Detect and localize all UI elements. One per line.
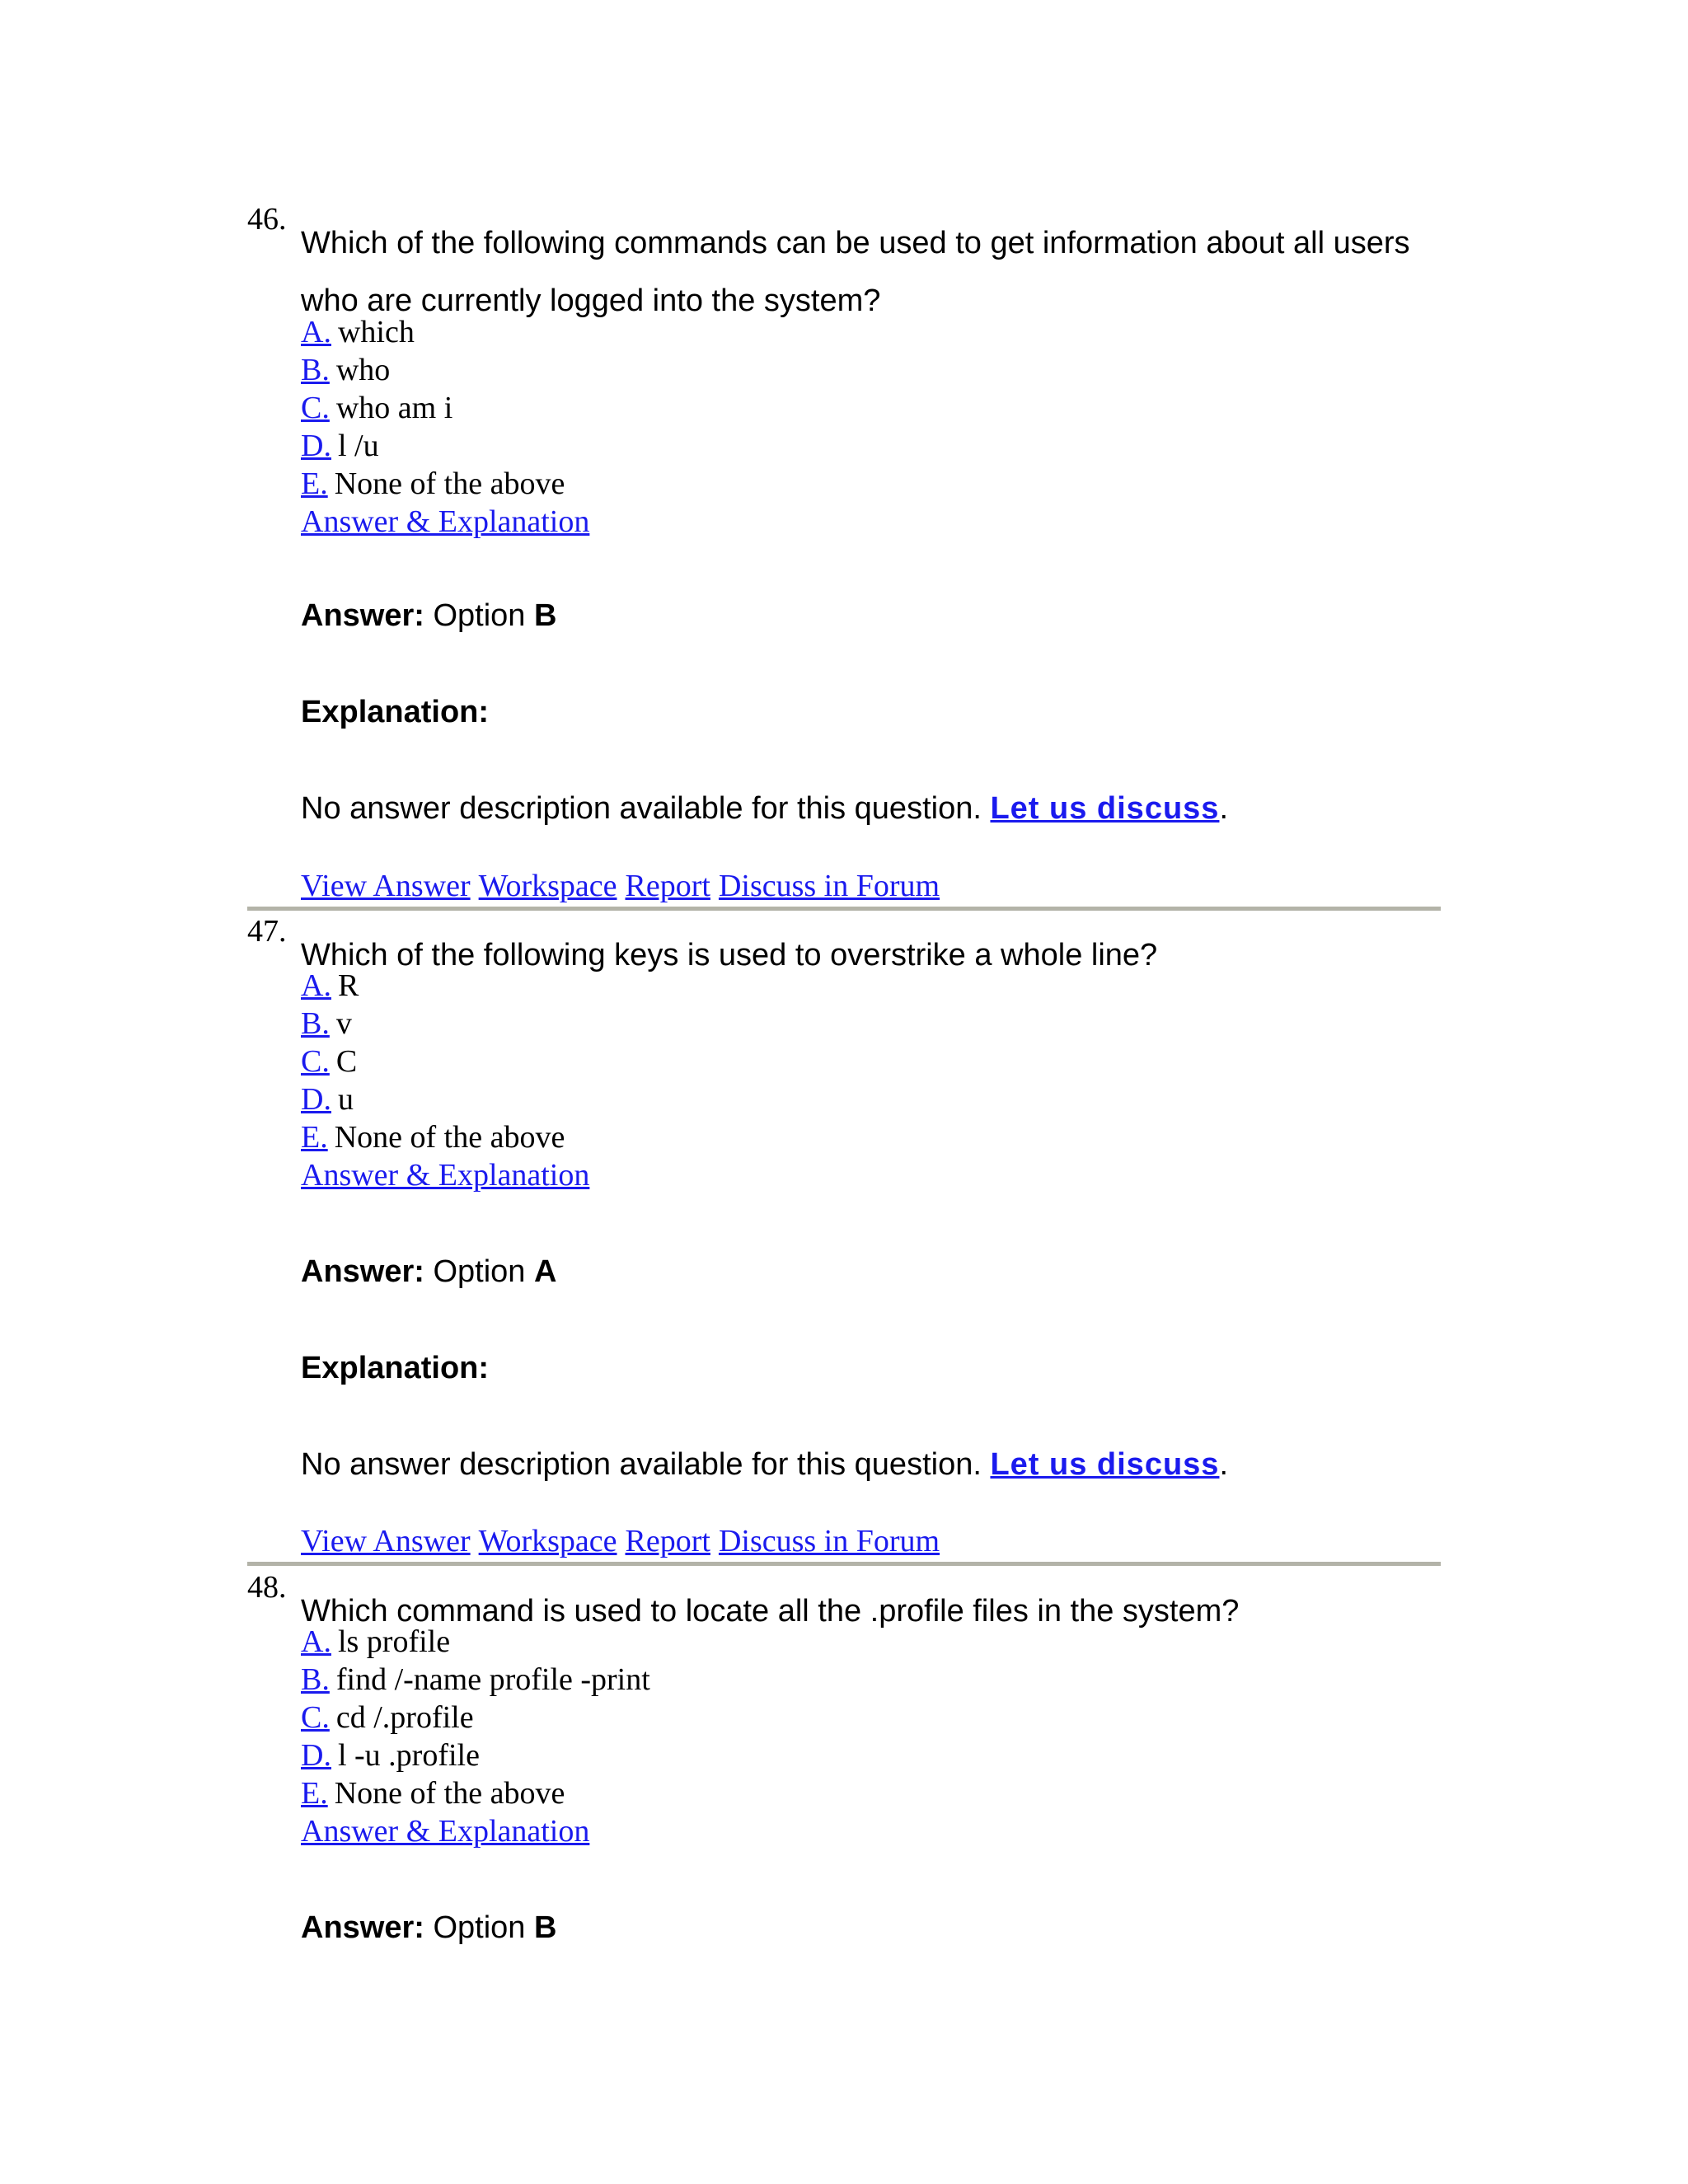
question-47: [247, 915, 1442, 1566]
option-e-link[interactable]: E.: [301, 1120, 328, 1155]
option-word: Option: [433, 1910, 526, 1945]
option-d-link[interactable]: D.: [301, 429, 331, 463]
question-46: [247, 203, 1442, 912]
let-us-discuss-link[interactable]: Let us discuss: [990, 1447, 1220, 1482]
option-text: who am i: [335, 391, 453, 425]
report-link[interactable]: Report: [625, 869, 710, 903]
option-b-link[interactable]: B.: [301, 353, 330, 387]
question-48: [247, 1571, 1442, 1966]
question-number: 48.: [247, 1570, 287, 1605]
option-text: cd /.profile: [335, 1700, 474, 1735]
option-text: None of the above: [334, 466, 565, 501]
discuss-in-forum-link[interactable]: Discuss in Forum: [718, 1524, 940, 1558]
option-text: who: [335, 353, 391, 387]
option-b-link[interactable]: B.: [301, 1006, 330, 1041]
answer-panel: [301, 598, 1447, 887]
option-a-link[interactable]: A.: [301, 968, 331, 1003]
answer-option: B: [534, 598, 557, 633]
option-text: which: [337, 315, 415, 349]
answer-explanation-link[interactable]: Answer & Explanation: [301, 504, 590, 539]
view-answer-link[interactable]: View Answer: [301, 869, 471, 903]
explanation-text: No answer description available for this question.: [301, 791, 982, 826]
answer-toggle-row: [301, 503, 589, 541]
answer-toggle-row: [301, 1156, 589, 1194]
option-text: l /u: [337, 429, 379, 463]
option-d: [301, 1736, 650, 1774]
option-a: [301, 1623, 650, 1661]
explanation-text-line: [301, 1447, 1228, 1483]
report-link[interactable]: Report: [625, 1524, 710, 1558]
option-text: v: [335, 1006, 352, 1041]
answer-label: Answer:: [301, 1254, 424, 1289]
discuss-in-forum-link[interactable]: Discuss in Forum: [718, 869, 940, 903]
answer-option: A: [534, 1254, 557, 1289]
answer-option: B: [534, 1910, 557, 1945]
option-d-link[interactable]: D.: [301, 1082, 331, 1117]
option-c-link[interactable]: C.: [301, 1700, 330, 1735]
question-number: 46.: [247, 202, 287, 237]
option-e: [301, 1118, 589, 1156]
option-word: Option: [433, 598, 526, 633]
question-text: Which command is used to locate all the .profile files in the system?: [301, 1594, 1240, 1629]
view-answer-link[interactable]: View Answer: [301, 1524, 471, 1558]
option-a-link[interactable]: A.: [301, 1624, 331, 1659]
answer-explanation-link[interactable]: Answer & Explanation: [301, 1158, 590, 1193]
option-text: l -u .profile: [337, 1738, 480, 1773]
divider: [247, 1562, 1441, 1566]
option-b: [301, 1661, 650, 1699]
option-a: [301, 313, 589, 351]
option-e: [301, 465, 589, 503]
answer-line: [301, 1254, 556, 1290]
discuss-suffix: .: [1219, 1447, 1228, 1482]
options-list: [301, 1623, 650, 1850]
option-c: [301, 1043, 589, 1080]
explanation-text-line: [301, 791, 1228, 827]
options-list: [301, 967, 589, 1194]
answer-label: Answer:: [301, 598, 424, 633]
option-text: find /-name profile -print: [335, 1662, 650, 1697]
option-e-link[interactable]: E.: [301, 1776, 328, 1811]
option-text: None of the above: [334, 1120, 565, 1155]
question-number: 47.: [247, 914, 287, 949]
answer-panel: [301, 1254, 1447, 1543]
let-us-discuss-link[interactable]: Let us discuss: [990, 791, 1220, 826]
question-text: Which of the following commands can be used to get information about all users who are currently logged into the system?: [301, 226, 1410, 318]
explanation-label: Explanation:: [301, 1351, 490, 1385]
discuss-suffix: .: [1219, 791, 1228, 826]
action-links: [301, 868, 948, 904]
answer-panel: [301, 1910, 1447, 1960]
question-text: Which of the following keys is used to overstrike a whole line?: [301, 938, 1158, 972]
option-text: ls profile: [337, 1624, 451, 1659]
option-text: C: [335, 1044, 358, 1079]
action-links: [301, 1523, 948, 1559]
answer-toggle-row: [301, 1812, 650, 1850]
option-c: [301, 1699, 650, 1736]
option-text: None of the above: [334, 1776, 565, 1811]
option-d: [301, 427, 589, 465]
explanation-label: Explanation:: [301, 695, 490, 729]
option-c: [301, 389, 589, 427]
option-text: u: [337, 1082, 354, 1117]
answer-explanation-link[interactable]: Answer & Explanation: [301, 1814, 590, 1849]
option-d-link[interactable]: D.: [301, 1738, 331, 1773]
answer-label: Answer:: [301, 1910, 424, 1945]
option-b: [301, 1005, 589, 1043]
options-list: [301, 313, 589, 541]
option-b-link[interactable]: B.: [301, 1662, 330, 1697]
option-b: [301, 351, 589, 389]
option-a-link[interactable]: A.: [301, 315, 331, 349]
option-c-link[interactable]: C.: [301, 1044, 330, 1079]
option-e-link[interactable]: E.: [301, 466, 328, 501]
answer-line: [301, 598, 556, 634]
workspace-link[interactable]: Workspace: [478, 1524, 617, 1558]
option-c-link[interactable]: C.: [301, 391, 330, 425]
answer-line: [301, 1910, 556, 1946]
option-word: Option: [433, 1254, 526, 1289]
workspace-link[interactable]: Workspace: [478, 869, 617, 903]
option-d: [301, 1080, 589, 1118]
divider: [247, 907, 1441, 911]
explanation-text: No answer description available for this question.: [301, 1447, 982, 1482]
option-a: [301, 967, 589, 1005]
option-e: [301, 1774, 650, 1812]
option-text: R: [337, 968, 359, 1003]
